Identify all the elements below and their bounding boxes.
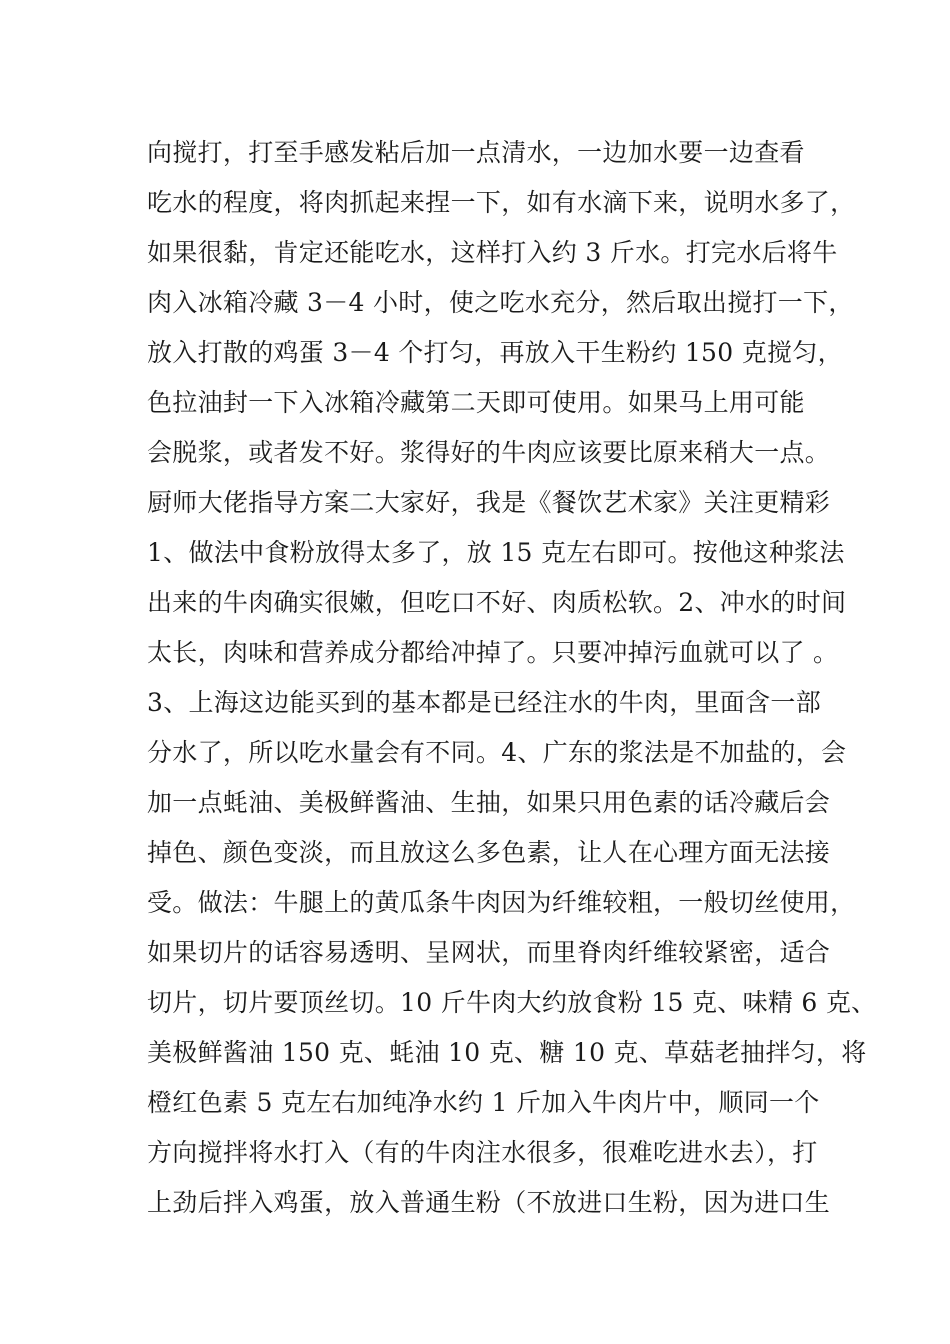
text-line: 加一点蚝油、美极鲜酱油、生抽，如果只用色素的话冷藏后会: [147, 788, 831, 817]
text-line: 方向搅拌将水打入（有的牛肉注水很多，很难吃进水去），打: [147, 1138, 818, 1167]
text-line: 太长，肉味和营养成分都给冲掉了。只要冲掉污血就可以了 。: [147, 638, 839, 667]
text-line: 1、做法中食粉放得太多了，放 15 克左右即可。按他这种浆法: [147, 538, 845, 567]
text-line: 吃水的程度，将肉抓起来捏一下，如有水滴下来，说明水多了，: [147, 188, 856, 217]
text-line: 美极鲜酱油 150 克、蚝油 10 克、糖 10 克、草菇老抽拌匀，将: [147, 1038, 867, 1067]
text-line: 切片，切片要顶丝切。10 斤牛肉大约放食粉 15 克、味精 6 克、: [147, 988, 877, 1017]
text-line: 分水了，所以吃水量会有不同。4、广东的浆法是不加盐的，会: [147, 738, 847, 767]
text-line: 受。做法：牛腿上的黄瓜条牛肉因为纤维较粗，一般切丝使用，: [147, 888, 856, 917]
text-line: 肉入冰箱冷藏 3－4 小时，使之吃水充分，然后取出搅打一下，: [147, 288, 854, 317]
text-line: 厨师大佬指导方案二大家好，我是《餐饮艺术家》关注更精彩: [147, 488, 831, 517]
text-line: 放入打散的鸡蛋 3－4 个打匀，再放入干生粉约 150 克搅匀，: [147, 338, 843, 367]
body-text: [147, 128, 877, 1228]
text-line: 如果切片的话容易透明、呈网状，而里脊肉纤维较紧密，适合: [147, 938, 831, 967]
text-line: 3、上海这边能买到的基本都是已经注水的牛肉，里面含一部: [147, 688, 822, 717]
text-line: 色拉油封一下入冰箱冷藏第二天即可使用。如果马上用可能: [147, 388, 805, 417]
text-line: 会脱浆，或者发不好。浆得好的牛肉应该要比原来稍大一点。: [147, 438, 831, 467]
text-line: 向搅打，打至手感发粘后加一点清水，一边加水要一边查看: [147, 138, 805, 167]
text-line: 橙红色素 5 克左右加纯净水约 1 斤加入牛肉片中，顺同一个: [147, 1088, 820, 1117]
text-line: 出来的牛肉确实很嫩，但吃口不好、肉质松软。2、冲水的时间: [147, 588, 847, 617]
text-line: 如果很黏，肯定还能吃水，这样打入约 3 斤水。打完水后将牛: [147, 238, 838, 267]
text-line: 上劲后拌入鸡蛋，放入普通生粉（不放进口生粉，因为进口生: [147, 1188, 831, 1217]
text-line: 掉色、颜色变淡，而且放这么多色素，让人在心理方面无法接: [147, 838, 831, 867]
